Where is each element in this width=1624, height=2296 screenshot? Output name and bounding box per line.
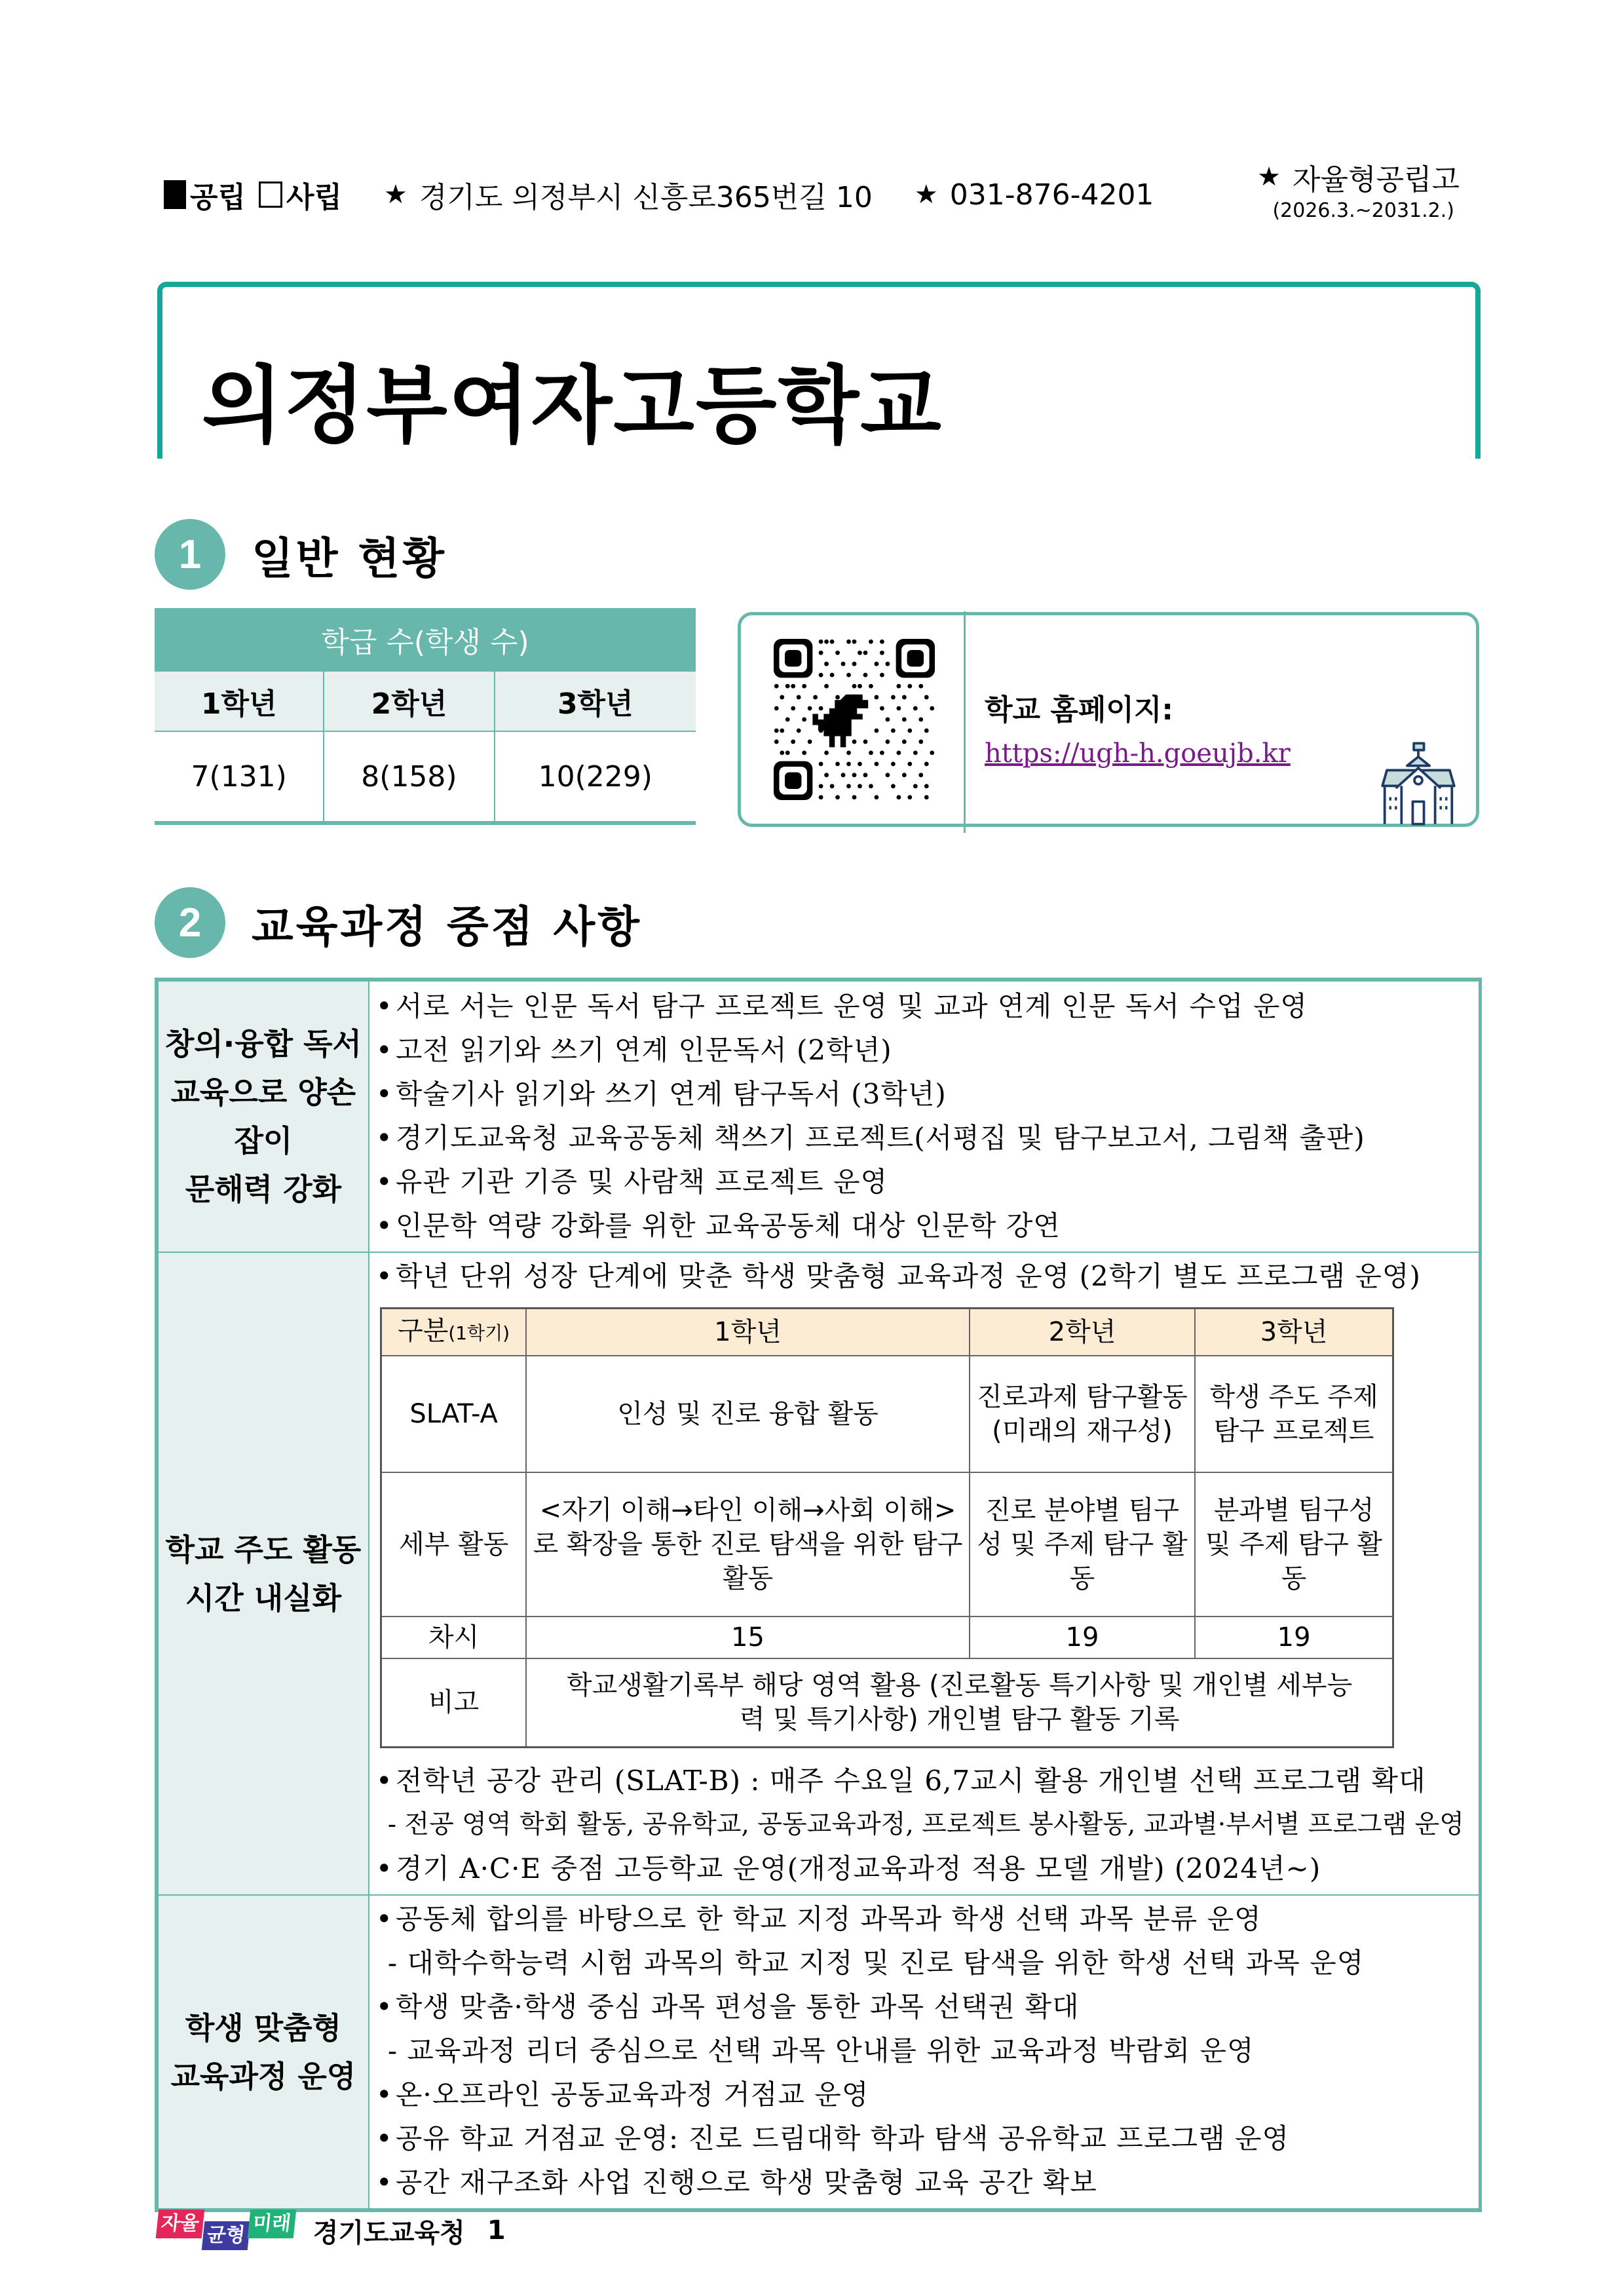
curriculum-table bbox=[155, 978, 1482, 2212]
list-subitem: - 전공 영역 학회 활동, 공유학교, 공동교육과정, 프로젝트 봉사활동, 교과별·부서별 프로그램 운영 bbox=[387, 1810, 1464, 1839]
table-row bbox=[381, 1617, 1393, 1658]
slat-cell: 15 bbox=[526, 1617, 969, 1658]
grade-3-header: 3학년 bbox=[495, 671, 696, 731]
slogan-logo bbox=[157, 2210, 295, 2251]
section-number-badge: 1 bbox=[155, 519, 225, 590]
checkbox-empty-icon bbox=[259, 182, 282, 208]
bullet-icon: • bbox=[375, 1852, 393, 1885]
table-row bbox=[381, 1658, 1393, 1748]
category-line: 시간 내실화 bbox=[185, 1580, 342, 1616]
logo-balance: 균형 bbox=[202, 2221, 251, 2250]
bullet-icon: • bbox=[375, 1260, 393, 1292]
table-row bbox=[381, 1356, 1393, 1472]
bullet-icon: • bbox=[375, 1122, 393, 1154]
bullet-icon: • bbox=[375, 1991, 393, 2023]
slat-col-header: 1학년 bbox=[526, 1309, 969, 1356]
star-icon: ★ bbox=[384, 180, 407, 210]
school-phone: 031-876-4201 bbox=[949, 178, 1154, 212]
bullet-icon: • bbox=[375, 1210, 393, 1242]
slat-row-label: 세부 활동 bbox=[381, 1472, 526, 1617]
slat-cell: 진로과제 탐구활동 (미래의 재구성) bbox=[970, 1356, 1196, 1472]
grade-1-header: 1학년 bbox=[155, 671, 324, 731]
title-box bbox=[157, 282, 1481, 459]
logo-future: 미래 bbox=[248, 2210, 297, 2238]
slat-cell: <자기 이해→타인 이해→사회 이해>로 확장을 통한 진로 탐색을 위한 탐구 활동 bbox=[526, 1472, 969, 1617]
class-table-group-header: 학급 수(학생 수) bbox=[155, 608, 696, 671]
designation-block bbox=[1224, 156, 1460, 222]
curriculum-category bbox=[157, 1895, 369, 2210]
slat-cell: 인성 및 진로 융합 활동 bbox=[526, 1356, 969, 1472]
slat-col-header: 3학년 bbox=[1195, 1309, 1393, 1356]
slat-cell: 진로 분야별 팀구성 및 주제 탐구 활동 bbox=[970, 1472, 1196, 1617]
homepage-divider bbox=[964, 611, 966, 833]
slat-col-header: 2학년 bbox=[970, 1309, 1196, 1356]
section-number-badge: 2 bbox=[155, 887, 225, 958]
bullet-icon: • bbox=[375, 1034, 393, 1066]
list-item: • 공동체 합의를 바탕으로 한 학교 지정 과목과 학생 선택 과목 분류 운영 bbox=[376, 1897, 1464, 1941]
curriculum-category bbox=[157, 1252, 369, 1895]
slat-corner-header: 구분(1학기) bbox=[381, 1309, 526, 1356]
curriculum-details bbox=[369, 1895, 1481, 2210]
homepage-link[interactable]: https://ugh-h.goeujb.kr bbox=[985, 738, 1291, 769]
slat-row-label: SLAT-A bbox=[381, 1356, 526, 1472]
curriculum-details bbox=[369, 980, 1481, 1252]
section-1-heading bbox=[155, 519, 447, 590]
category-line: 문해력 강화 bbox=[185, 1172, 342, 1207]
bullet-icon: • bbox=[375, 1166, 393, 1198]
curriculum-row bbox=[157, 1895, 1481, 2210]
logo-autonomy: 자율 bbox=[156, 2210, 205, 2238]
table-row bbox=[381, 1472, 1393, 1617]
grade-2-header: 2학년 bbox=[324, 671, 494, 731]
page-footer bbox=[157, 2210, 506, 2251]
bullet-icon: • bbox=[375, 1903, 393, 1935]
list-item: • 고전 읽기와 쓰기 연계 인문독서 (2학년) bbox=[376, 1028, 1464, 1072]
curriculum-category bbox=[157, 980, 369, 1252]
list-item: • 학술기사 읽기와 쓰기 연계 탐구독서 (3학년) bbox=[376, 1072, 1464, 1116]
curriculum-row bbox=[157, 980, 1481, 1252]
list-item: • 학생 맞춤·학생 중심 과목 편성을 통한 과목 선택권 확대 bbox=[376, 1985, 1464, 2029]
homepage-label: 학교 홈페이지: bbox=[985, 693, 1173, 727]
bullet-icon: • bbox=[375, 2166, 393, 2198]
section-2-heading bbox=[155, 887, 642, 958]
bullet-icon: • bbox=[375, 2078, 393, 2111]
class-count-table bbox=[155, 608, 696, 825]
designation-label: 자율형공립고 bbox=[1292, 163, 1460, 197]
bullet-icon: • bbox=[375, 1078, 393, 1110]
list-item: • 서로 서는 인문 독서 탐구 프로젝트 운영 및 교과 연계 인문 독서 수업 운영 bbox=[376, 984, 1464, 1028]
list-item: • 전학년 공강 관리 (SLAT-B) : 매주 수요일 6,7교시 활용 개인별 선택 프로그램 확대 bbox=[376, 1759, 1464, 1803]
list-item: • 유관 기관 기증 및 사람책 프로젝트 운영 bbox=[376, 1160, 1464, 1204]
page-number: 1 bbox=[487, 2215, 506, 2246]
list-subitem: - 교육과정 리더 중심으로 선택 과목 안내를 위한 교육과정 박람회 운영 bbox=[387, 2035, 1255, 2067]
slat-row-label: 차시 bbox=[381, 1617, 526, 1658]
list-subitem: - 대학수학능력 시험 과목의 학교 지정 및 진로 탐색을 위한 학생 선택 과목 운영 bbox=[387, 1947, 1365, 1979]
qr-code-icon[interactable] bbox=[774, 639, 935, 800]
slat-merged-cell: 학교생활기록부 해당 영역 활용 (진로활동 특기사항 및 개인별 세부능력 및 특기사항) 개인별 탐구 활동 기록 bbox=[526, 1658, 1393, 1748]
curriculum-details bbox=[369, 1252, 1481, 1895]
school-type-private: 사립 bbox=[286, 181, 343, 214]
slat-table bbox=[380, 1307, 1394, 1748]
organization-name: 경기도교육청 bbox=[312, 2217, 465, 2248]
homepage-box bbox=[738, 612, 1479, 827]
list-item: • 온·오프라인 공동교육과정 거점교 운영 bbox=[376, 2073, 1464, 2116]
checkbox-filled-icon bbox=[164, 180, 186, 209]
bullet-icon: • bbox=[375, 990, 393, 1022]
list-item: • 공간 재구조화 사업 진행으로 학생 맞춤형 교육 공간 확보 bbox=[376, 2160, 1464, 2204]
slat-cell: 19 bbox=[1195, 1617, 1393, 1658]
school-type-public: 공립 bbox=[190, 181, 246, 214]
grade-2-value: 8(158) bbox=[324, 731, 494, 823]
list-item: • 공유 학교 거점교 운영: 진로 드림대학 학과 탐색 공유학교 프로그램 운영 bbox=[376, 2116, 1464, 2160]
slat-cell: 분과별 팀구성 및 주제 탐구 활동 bbox=[1195, 1472, 1393, 1617]
slat-row-label: 비고 bbox=[381, 1658, 526, 1748]
designation-period: (2026.3.~2031.2.) bbox=[1272, 199, 1454, 222]
bullet-icon: • bbox=[375, 2122, 393, 2154]
school-info-line bbox=[164, 172, 1154, 218]
school-address: 경기도 의정부시 신흥로365번길 10 bbox=[419, 181, 873, 214]
category-line: 교육과정 운영 bbox=[170, 2058, 356, 2094]
list-item: • 경기도교육청 교육공동체 책쓰기 프로젝트(서평집 및 탐구보고서, 그림책 출판) bbox=[376, 1116, 1464, 1160]
star-icon: ★ bbox=[914, 180, 938, 210]
section-title: 일반 현황 bbox=[252, 533, 447, 584]
grade-1-value: 7(131) bbox=[155, 731, 324, 823]
school-building-icon bbox=[1372, 741, 1464, 826]
list-item: • 학년 단위 성장 단계에 맞춘 학생 맞춤형 교육과정 운영 (2학기 별도 프로그램 운영) bbox=[376, 1254, 1464, 1298]
grade-3-value: 10(229) bbox=[495, 731, 696, 823]
list-item: • 인문학 역량 강화를 위한 교육공동체 대상 인문학 강연 bbox=[376, 1204, 1464, 1248]
category-line: 창의·융합 독서 bbox=[164, 1026, 362, 1062]
category-line: 학교 주도 활동 bbox=[165, 1531, 362, 1567]
bullet-icon: • bbox=[375, 1765, 393, 1797]
star-icon: ★ bbox=[1257, 162, 1281, 192]
slat-cell: 학생 주도 주제 탐구 프로젝트 bbox=[1195, 1356, 1393, 1472]
section-title: 교육과정 중점 사항 bbox=[252, 901, 643, 952]
category-line: 교육으로 양손잡이 bbox=[170, 1075, 356, 1158]
page-title: 의정부여자고등학교 bbox=[202, 357, 943, 455]
school-type bbox=[164, 174, 342, 216]
category-line: 학생 맞춤형 bbox=[185, 2010, 342, 2046]
slat-cell: 19 bbox=[970, 1617, 1196, 1658]
curriculum-row bbox=[157, 1252, 1481, 1895]
list-item: • 경기 A·C·E 중점 고등학교 운영(개정교육과정 적용 모델 개발) (2024년~) bbox=[376, 1846, 1464, 1890]
